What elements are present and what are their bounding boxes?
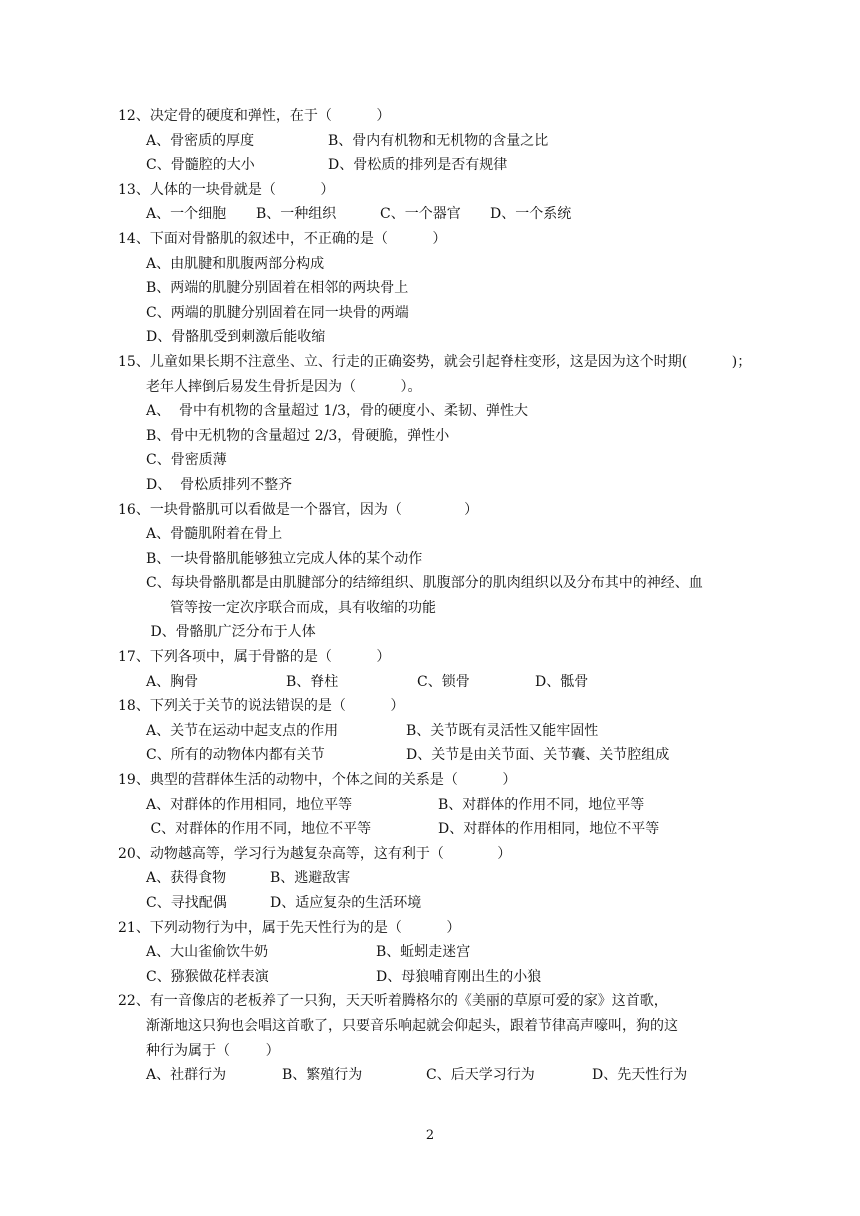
option-row xyxy=(118,129,768,154)
option: A、胸骨 xyxy=(146,673,199,690)
question-stem: 13、人体的一块骨就是（ ） xyxy=(118,181,335,198)
option: B、逃避敌害 xyxy=(270,870,351,887)
option: D、适应复杂的生活环境 xyxy=(270,895,422,911)
option: B、两端的肌腱分别固着在相邻的两块骨上 xyxy=(146,280,409,297)
option-row xyxy=(118,817,768,842)
option: D、对群体的作用相同，地位不平等 xyxy=(438,821,660,838)
option-row xyxy=(118,202,768,227)
option: C、猕猴做花样表演 xyxy=(146,968,269,985)
question-stem-continued: 老年人摔倒后易发生骨折是因为（ ）。 xyxy=(146,378,422,395)
option: B、一种组织 xyxy=(256,206,337,223)
option: A、一个细胞 xyxy=(146,206,227,223)
option: C、两端的肌腱分别固着在同一块骨的两端 xyxy=(146,304,409,321)
option: A、 骨中有机物的含量超过 1/3，骨的硬度小、柔韧、弹性大 xyxy=(146,403,528,420)
option: A、关节在运动中起支点的作用 xyxy=(146,722,339,739)
question-stem: 15、儿童如果长期不注意坐、立、行走的正确姿势，就会引起脊柱变形，这是因为这个时期( )； xyxy=(118,353,752,370)
option: C、骨髓腔的大小 xyxy=(146,157,255,174)
option: B、繁殖行为 xyxy=(282,1067,363,1084)
option-row xyxy=(118,940,768,965)
option-row xyxy=(118,670,768,695)
option: D、先天性行为 xyxy=(592,1067,688,1084)
option: B、脊柱 xyxy=(286,673,339,690)
question-stem: 17、下列各项中，属于骨骼的是（ ） xyxy=(118,649,391,666)
option: D、骨骼肌受到刺激后能收缩 xyxy=(146,329,326,346)
option: D、母狼哺育刚出生的小狼 xyxy=(376,968,542,985)
question-stem: 18、下列关于关节的说法错误的是（ ） xyxy=(118,698,405,715)
option: B、蚯蚓走迷宫 xyxy=(376,944,471,961)
option: C、每块骨骼肌都是由肌腱部分的结缔组织、肌腹部分的肌肉组织以及分布其中的神经、血 xyxy=(146,575,703,592)
option: A、社群行为 xyxy=(146,1067,227,1084)
option-row xyxy=(118,891,768,916)
option-row xyxy=(118,793,768,818)
option: A、骨髓肌附着在骨上 xyxy=(146,526,283,543)
option: D、 骨松质排列不整齐 xyxy=(146,476,293,493)
option: C、一个器官 xyxy=(380,206,461,223)
option-row xyxy=(118,1063,768,1088)
option: D、骨骼肌广泛分布于人体 xyxy=(146,624,316,641)
option: B、骨内有机物和无机物的含量之比 xyxy=(328,132,549,149)
option: C、所有的动物体内都有关节 xyxy=(146,747,325,764)
option-row xyxy=(118,743,768,768)
question-stem: 22、有一音像店的老板养了一只狗，天天听着腾格尔的《美丽的草原可爱的家》这首歌， xyxy=(118,993,668,1010)
option: D、关节是由关节面、关节囊、关节腔组成 xyxy=(406,747,670,764)
option: C、锁骨 xyxy=(417,673,470,690)
option-row xyxy=(118,866,768,891)
option: C、对群体的作用不同，地位不平等 xyxy=(146,821,372,838)
option: D、骶骨 xyxy=(535,673,589,690)
question-stem: 14、下面对骨骼肌的叙述中，不正确的是（ ） xyxy=(118,230,447,247)
question-stem: 16、一块骨骼肌可以看做是一个器官，因为（ ） xyxy=(118,501,479,518)
option: B、一块骨骼肌能够独立完成人体的某个动作 xyxy=(146,550,423,567)
question-list xyxy=(118,104,768,1088)
option: A、获得食物 xyxy=(146,870,227,887)
question-stem: 21、下列动物行为中，属于先天性行为的是（ ） xyxy=(118,919,461,936)
option: B、骨中无机物的含量超过 2/3，骨硬脆，弹性小 xyxy=(146,427,450,444)
question-stem-continued: 渐渐地这只狗也会唱这首歌了，只要音乐响起就会仰起头，跟着节律高声嚎叫，狗的这 xyxy=(146,1017,678,1034)
option: A、对群体的作用相同，地位平等 xyxy=(146,796,353,813)
question-stem: 12、决定骨的硬度和弹性，在于（ ） xyxy=(118,108,391,124)
option-row xyxy=(118,153,768,178)
option-continued: 管等按一定次序联合而成，具有收缩的功能 xyxy=(170,599,436,616)
option-row xyxy=(118,719,768,744)
question-stem: 20、动物越高等，学习行为越复杂高等，这有利于（ ） xyxy=(118,845,512,862)
option: B、对群体的作用不同，地位平等 xyxy=(438,796,645,813)
option: A、由肌腱和肌腹两部分构成 xyxy=(146,255,325,272)
option: D、骨松质的排列是否有规律 xyxy=(328,157,508,174)
question-stem: 19、典型的营群体生活的动物中，个体之间的关系是（ ） xyxy=(118,772,517,789)
option: A、骨密质的厚度 xyxy=(146,132,255,149)
option: C、骨密质薄 xyxy=(146,452,227,469)
option: A、大山雀偷饮牛奶 xyxy=(146,944,269,961)
option: B、关节既有灵活性又能牢固性 xyxy=(406,722,599,739)
option: C、后天学习行为 xyxy=(426,1067,535,1084)
question-stem-continued: 种行为属于（ ） xyxy=(146,1042,280,1059)
option-row xyxy=(118,965,768,990)
option: C、寻找配偶 xyxy=(146,895,227,911)
page-number: 2 xyxy=(425,1128,435,1143)
option: D、一个系统 xyxy=(490,206,572,223)
